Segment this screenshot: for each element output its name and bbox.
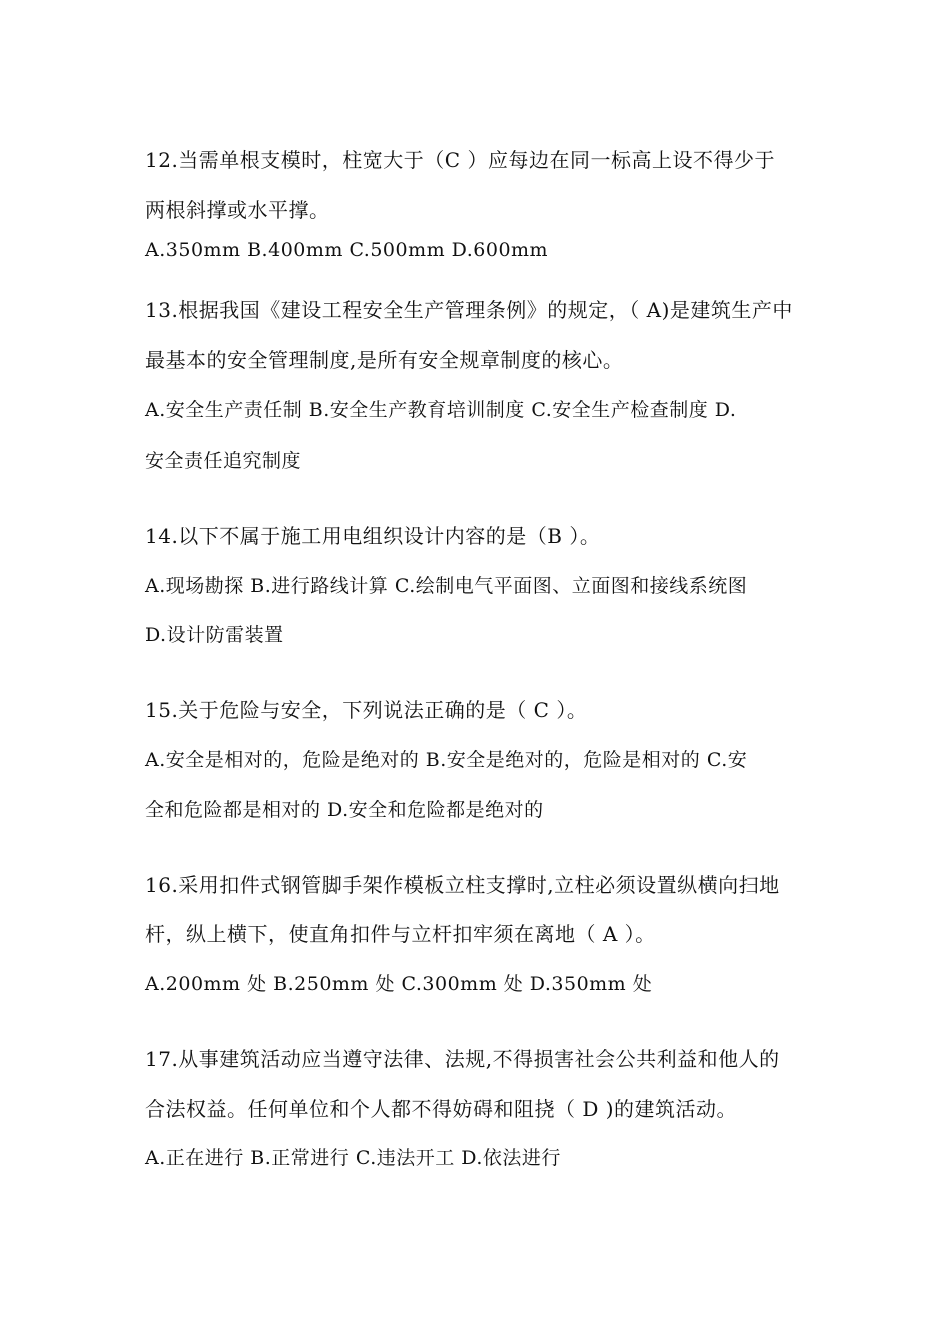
question-16-options: A.200mm 处 B.250mm 处 C.300mm 处 D.350mm 处 — [145, 973, 653, 995]
question-15-options-line-1: A.安全是相对的，危险是绝对的 B.安全是绝对的，危险是相对的 C.安 — [145, 749, 748, 771]
question-13-options-line-2: 安全责任追究制度 — [145, 450, 302, 472]
question-16-line-1: 16.采用扣件式钢管脚手架作模板立柱支撑时,立柱必须设置纵横向扫地 — [145, 873, 780, 897]
question-17-line-1: 17.从事建筑活动应当遵守法律、法规,不得损害社会公共利益和他人的 — [145, 1047, 780, 1071]
question-17-line-2: 合法权益。任何单位和个人都不得妨碍和阻挠（ D )的建筑活动。 — [145, 1097, 738, 1121]
question-15-line-1: 15.关于危险与安全，下列说法正确的是（ C ）。 — [145, 698, 588, 722]
question-12-options: A.350mm B.400mm C.500mm D.600mm — [145, 239, 549, 261]
question-17-options: A.正在进行 B.正常进行 C.违法开工 D.依法进行 — [145, 1147, 561, 1169]
question-13-line-2: 最基本的安全管理制度,是所有安全规章制度的核心。 — [145, 348, 624, 372]
question-14-options-line-2: D.设计防雷装置 — [145, 624, 284, 646]
question-13-options-line-1: A.安全生产责任制 B.安全生产教育培训制度 C.安全生产检查制度 D. — [145, 399, 737, 421]
question-12-line-1: 12.当需单根支模时，柱宽大于（C ）应每边在同一标高上设不得少于 — [145, 148, 775, 172]
question-16-line-2: 杆，纵上横下，使直角扣件与立杆扣牢须在离地（ A ）。 — [145, 922, 656, 946]
question-14-options-line-1: A.现场勘探 B.进行路线计算 C.绘制电气平面图、立面图和接线系统图 — [145, 575, 748, 597]
question-12-line-2: 两根斜撑或水平撑。 — [145, 198, 330, 222]
question-14-line-1: 14.以下不属于施工用电组织设计内容的是（B ）。 — [145, 524, 601, 548]
question-13-line-1: 13.根据我国《建设工程安全生产管理条例》的规定，（ A)是建筑生产中 — [145, 298, 793, 322]
question-15-options-line-2: 全和危险都是相对的 D.安全和危险都是绝对的 — [145, 799, 544, 821]
